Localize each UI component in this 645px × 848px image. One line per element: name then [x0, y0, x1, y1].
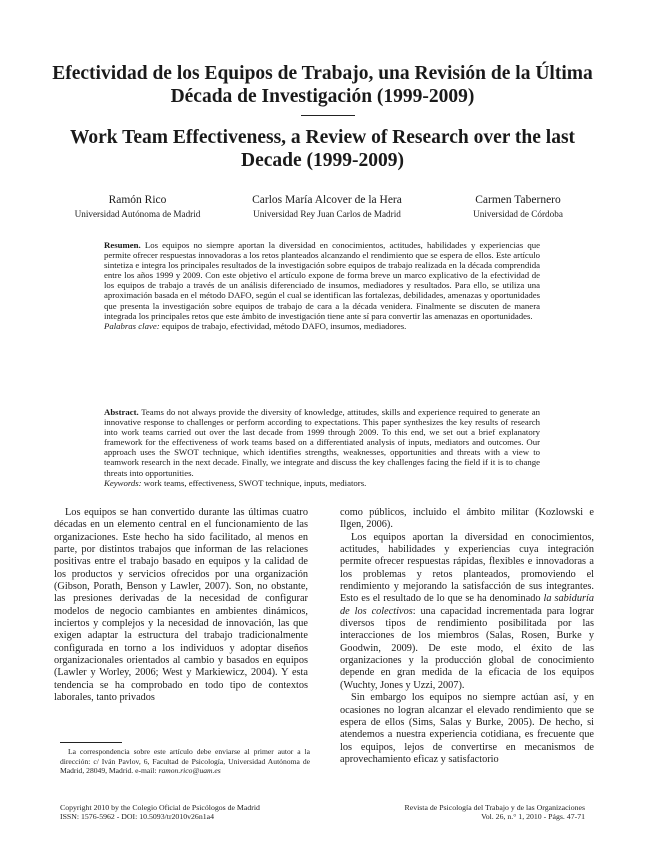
title-divider	[301, 115, 355, 116]
body-text: : una capacidad incrementada para lograr diversos tipos de rendimiento posibilitada por las interacciones de los miembros (Salas, Rosen, Burke y Goodwin, 2009). De este modo, el éxito de las organizaciones y la producción global de conocimiento depende en gran medida de la eficacia de los equipos (Wuchty, Jones y Uzzi, 2007).	[340, 605, 594, 691]
footnote-paragraph	[60, 747, 310, 776]
author-name: Ramón Rico	[108, 194, 167, 206]
author-affiliation: Universidad Rey Juan Carlos de Madrid	[253, 209, 401, 219]
footnote-email[interactable]: ramon.rico@uam.es	[158, 766, 221, 776]
title-spanish: Efectividad de los Equipos de Trabajo, una Revisión de la Última Década de Investigación (1999-2009)	[52, 63, 593, 107]
abstract-label: Resumen.	[104, 240, 141, 250]
footer-volume-line: Vol. 26, n.° 1, 2010 - Págs. 47-71	[481, 812, 585, 822]
footnote-text: La correspondencia sobre este artículo debe enviarse al primer autor a la dirección: c/ Iván Pavlov, 6, Facultad de Psicología, Universidad Autónoma de Madrid, 28049, Madrid. e-mail:	[60, 747, 310, 776]
footer-journal-name: Revista de Psicología del Trabajo y de las Organizaciones	[404, 803, 585, 812]
keywords-text: equipos de trabajo, efectividad, método DAFO, insumos, mediadores.	[161, 320, 407, 331]
body-paragraph: Sin embargo los equipos no siempre actúan así, y en ocasiones no logran alcanzar el elevado rendimiento que se espera de ellos (Sims, Salas y Burke, 2005). De hecho, si atendemos a nuestra experiencia cotidiana, es frecuente que los equipos, lejos de convertirse en mecanismos de aprovechamiento eficaz y satisfactorio	[340, 692, 594, 765]
body-paragraph: como públicos, incluido el ámbito militar (Kozlowski e Ilgen, 2006).	[340, 507, 594, 531]
abstract-text: Teams do not always provide the diversity of knowledge, attitudes, skills and experience required to generate an innovative response to challenges or perform according to expectations. This paper synthesizes the key results of research into work teams carried out over the last decade from 1999 through 2009. To this end, we set out a brief explanatory framework for the effectiveness of work teams based on a differentiated analysis of inputs, mediators and outcomes. Our approach uses the SWOT technique, which identifies strengths, weaknesses, opportunities and threats with a view to teamwork research in the next decade. Finally, we integrate and discuss the key challenges facing the field if it is to change threats into opportunities.	[104, 407, 541, 478]
footer-issn-line: ISSN: 1576-5962 - DOI: 10.5093/tr2010v26n1a4	[60, 812, 214, 822]
abstract-english	[104, 407, 540, 488]
author-name: Carmen Tabernero	[475, 194, 561, 206]
body-column-right	[340, 507, 594, 766]
footer-copyright-line: Copyright 2010 by the Colegio Oficial de Psicólogos de Madrid	[60, 803, 260, 812]
body-emphasis: la sabiduría de los colectivos	[340, 593, 594, 617]
abstract-spanish	[104, 240, 540, 331]
body-column-left	[54, 507, 308, 705]
keywords-line	[104, 321, 540, 331]
body-paragraph	[340, 532, 594, 692]
author-affiliation: Universidad Autónoma de Madrid	[74, 209, 201, 219]
keywords-text: work teams, effectiveness, SWOT technique, inputs, mediators.	[143, 477, 367, 488]
author-block	[55, 193, 220, 220]
author-block	[232, 193, 422, 220]
abstract-text: Los equipos no siempre aportan la diversidad en conocimientos, actitudes, habilidades y experiencias que permite ofrecer respuestas innovadoras a los retos planteados alcanzando el rendimiento que se espera de ellos. Este artículo sintetiza e integra los principales resultados de la investigación sobre equipos de trabajo realizada en la década comprendida entre los años 1999 y 2009. Con este objetivo el artículo expone de forma breve un marco explicativo de la efectividad de los equipos de trabajo a través de un análisis diferenciado de insumos, mediadores y resultados. Para ello, se utiliza una aproximación basada en el método DAFO, según el cual se identifican las fortalezas, debilidades, amenazas y oportunidades que presenta la investigación sobre equipos de trabajo de cara a la década venidera. Finalmente se discuten de manera integrada los principales retos que este ámbito de investigación tiene ante sí para convertir las amenazas en oportunidades.	[104, 240, 541, 321]
author-block	[438, 193, 598, 220]
abstract-label: Abstract.	[104, 407, 139, 417]
footnote-divider	[60, 742, 122, 743]
footer-copyright	[60, 803, 320, 822]
keywords-label: Keywords:	[104, 477, 142, 488]
body-paragraph: Los equipos se han convertido durante las últimas cuatro décadas en un elemento central en el funcionamiento de las organizaciones. Este hecho ha sido facilitado, al menos en parte, por distintos trabajos que informan de las relaciones positivas entre el trabajo basado en equipos y la calidad de los productos y servicios ofrecidos por una organización (Gibson, Porath, Benson y Lawler, 2007). Son, no obstante, las presiones derivadas de la necesidad de configurar modelos de negocio cambiantes en ambientes dinámicos, inciertos y complejos y la necesidad de innovación, las que exigen adaptar la estructura del trabajo tradicionalmente configurada en torno a los individuos y adoptar diseños organizacionales orientados al cambio y basados en equipos (Lawler y Worley, 2006; West y Markiewicz, 2004). Y esta tendencia se ha comprobado en todo tipo de contextos laborales, tanto privados	[54, 507, 308, 704]
footnote	[60, 747, 310, 776]
title-english: Work Team Effectiveness, a Review of Research over the last Decade (1999-2009)	[69, 127, 576, 171]
author-name: Carlos María Alcover de la Hera	[252, 194, 402, 206]
body-text: Los equipos aportan la diversidad en conocimientos, actitudes, habilidades y experiencias cuya integración permite ofrecer respuestas rápidas, flexibles e innovadoras a los problemas y retos planteados, promoviendo el rendimiento y mejorando la satisfacción de sus integrantes. Esto es el resultado de lo que se ha denominado	[340, 531, 594, 605]
abstract-paragraph	[104, 407, 540, 478]
keywords-label: Palabras clave:	[104, 320, 160, 331]
keywords-line	[104, 478, 540, 488]
footer-journal	[330, 803, 585, 822]
abstract-paragraph	[104, 240, 540, 321]
author-affiliation: Universidad de Córdoba	[473, 209, 563, 219]
